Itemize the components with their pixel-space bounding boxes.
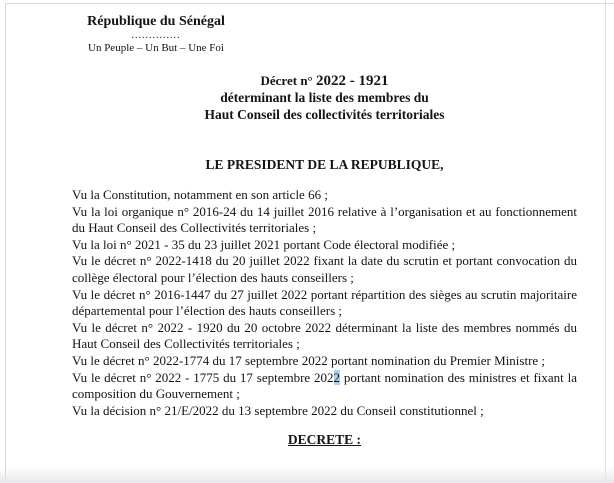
decree-title-label: Décret n° xyxy=(260,73,316,88)
decree-clause[interactable] xyxy=(72,403,577,420)
clause-text: Vu le décret n° 2016-1447 du 27 juillet 2022 portant répartition des sièges au scrutin majoritaire départemental pour l’élection des hauts conseillers ; xyxy=(72,286,577,319)
clause-text: Vu le décret n° 2022 - 1920 du 20 octobre 2022 déterminant la liste des membres nommés du Haut Conseil des Collectivités territoriales ; xyxy=(72,319,577,352)
selected-text[interactable]: 2 xyxy=(333,369,341,385)
decree-heading-row xyxy=(72,432,577,448)
clause-text: Vu le décret n° 2022 - 1775 du 17 septembre 202 xyxy=(72,369,334,385)
decree-clause[interactable] xyxy=(72,370,577,403)
page-top-border xyxy=(6,3,614,4)
letterhead-country: République du Sénégal xyxy=(87,14,225,29)
clause-text: Vu la Constitution, notamment en son article 66 ; xyxy=(72,187,328,202)
clause-text: Vu la loi organique n° 2016-24 du 14 juillet 2016 relative à l’organisation et au fonctionnement du Haut Conseil des Collectivités territoriales ; xyxy=(72,203,577,236)
clause-text: portant nomination des ministres et fixant la composition du Gouvernement ; xyxy=(72,369,577,402)
decree-clause[interactable] xyxy=(72,187,577,204)
decree-subtitle-line2: Haut Conseil des collectivités territoriales xyxy=(204,106,445,122)
decree-title xyxy=(72,72,577,90)
page-right-border xyxy=(605,0,606,483)
decree-clause[interactable] xyxy=(72,287,577,320)
clause-text: Vu la décision n° 21/E/2022 du 13 septembre 2022 du Conseil constitutionnel ; xyxy=(72,402,484,418)
decree-clause[interactable] xyxy=(72,253,577,286)
decree-clause[interactable] xyxy=(72,353,577,370)
clause-text: Vu la loi n° 2021 - 35 du 23 juillet 2021 portant Code électoral modifiée ; xyxy=(72,236,456,252)
letterhead xyxy=(85,13,227,55)
salutation: LE PRESIDENT DE LA REPUBLIQUE, xyxy=(205,157,444,172)
letterhead-motto: Un Peuple – Un But – Une Foi xyxy=(88,42,224,54)
clause-text: Vu le décret n° 2022-1774 du 17 septembre 2022 portant nomination du Premier Ministre ; xyxy=(72,352,546,368)
decree-subtitle-line1: déterminant la liste des membres du xyxy=(220,90,429,105)
page-left-border xyxy=(5,3,6,483)
decree-clause[interactable] xyxy=(72,320,577,353)
decree-heading: DECRETE : xyxy=(287,432,362,448)
letterhead-separator: .............. xyxy=(131,30,181,41)
decree-number: 2022 - 1921 xyxy=(316,73,389,89)
decree-clauses[interactable] xyxy=(72,187,577,419)
decree-clause[interactable] xyxy=(72,204,577,237)
page-bottom-fade xyxy=(0,467,614,483)
clause-text: Vu le décret n° 2022-1418 du 20 juillet 2022 fixant la date du scrutin et portant convocation du collège électoral pour l’élection des hauts conseillers ; xyxy=(72,253,577,285)
decree-clause[interactable] xyxy=(72,237,577,254)
decree-title-block xyxy=(72,72,577,123)
